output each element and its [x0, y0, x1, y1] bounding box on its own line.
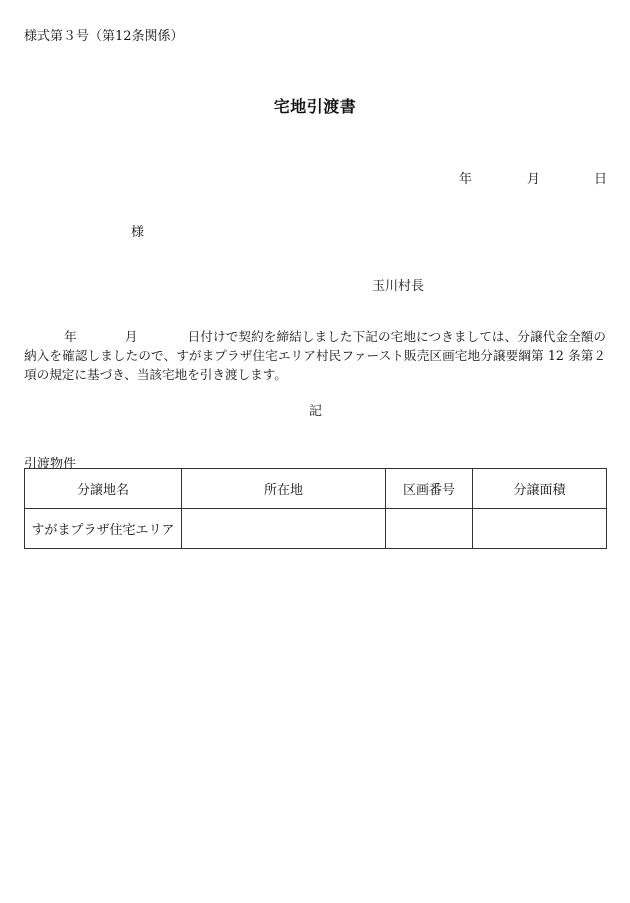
- cell-lot-name: すがまプラザ住宅エリア: [25, 509, 182, 549]
- form-number: 様式第３号（第12条関係）: [24, 29, 184, 44]
- ki-heading: 記: [309, 404, 323, 419]
- issuer-name: 玉川村長: [372, 279, 425, 294]
- header-lot-area: 分譲面積: [473, 469, 607, 509]
- header-location: 所在地: [182, 469, 386, 509]
- date-year-label: 年: [459, 172, 473, 187]
- body-year-label: 年: [64, 329, 77, 344]
- property-table: [24, 468, 607, 549]
- body-text: 日付けで契約を締結しました下記の宅地につきましては、分譲代金全額の納入を確認しましたので、すがまプラザ住宅エリア村民ファースト販売区画宅地分譲要綱第 12 条第２項の規定に基づき、当該宅地を引き渡します。: [24, 329, 606, 382]
- document-title: 宅地引渡書: [273, 97, 357, 116]
- cell-lot-area: [473, 509, 607, 549]
- cell-location: [182, 509, 386, 549]
- date-month-label: 月: [527, 172, 541, 187]
- header-lot-number: 区画番号: [386, 469, 473, 509]
- table-row: [25, 509, 607, 549]
- property-table-label: 引渡物件: [24, 457, 77, 472]
- date-day-label: 日: [594, 172, 608, 187]
- body-paragraph: [24, 327, 606, 384]
- header-lot-name: 分譲地名: [25, 469, 182, 509]
- body-month-label: 月: [124, 329, 138, 344]
- table-header-row: [25, 469, 607, 509]
- addressee-honorific: 様: [131, 225, 145, 240]
- cell-lot-number: [386, 509, 473, 549]
